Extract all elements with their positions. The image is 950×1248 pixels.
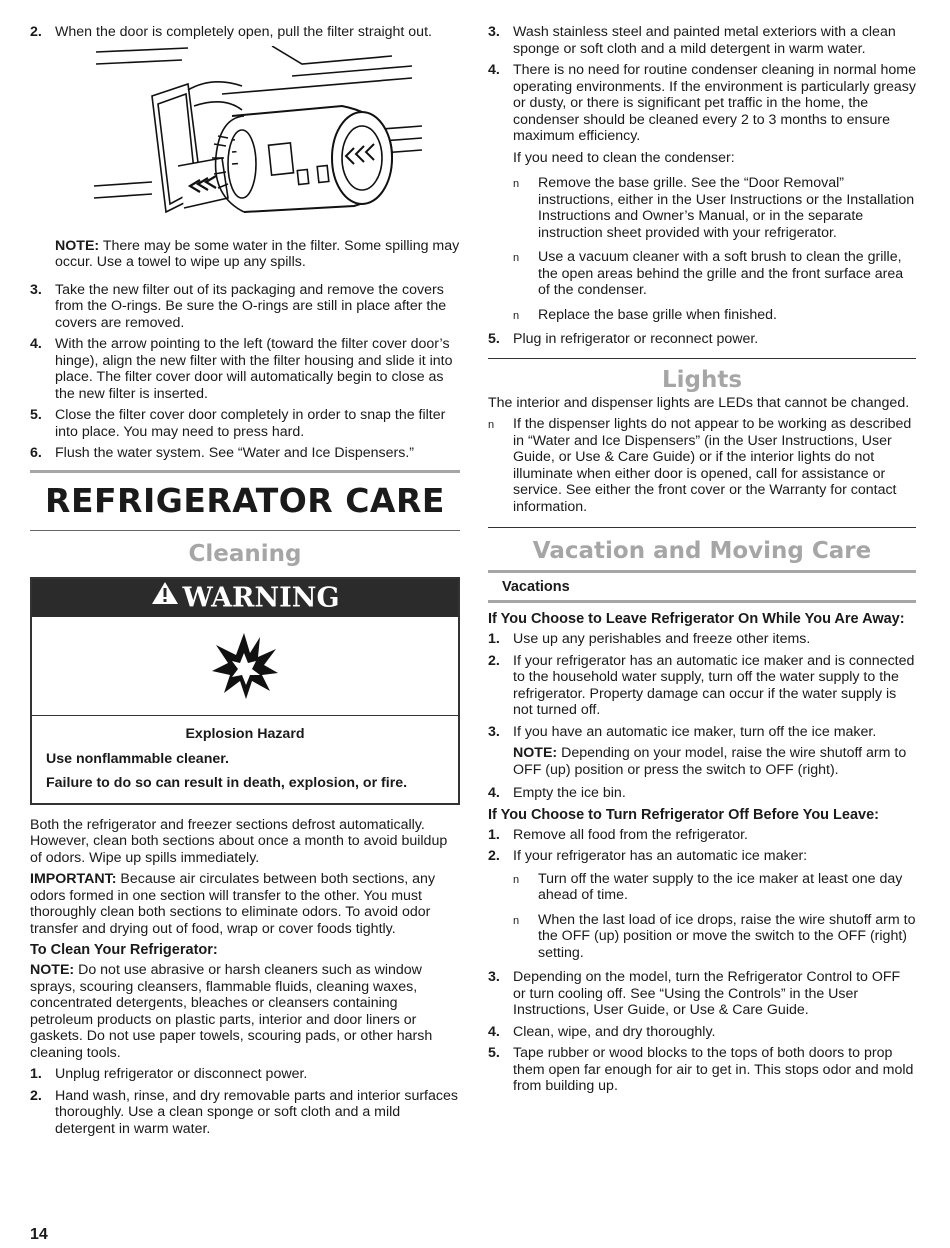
- step-3: 3. Take the new filter out of its packaging and remove the covers from the O-rings. Be sure the O-rings are still in place after the covers are removed.: [30, 281, 447, 331]
- step-2-remove-filter: 2. When the door is completely open, pull the filter straight out.: [30, 24, 432, 40]
- off-step-3: 3. Depending on the model, turn the Refrigerator Control to OFF or turn cooling off. See “Using the Controls” in the User Instructions, User Guide, or Use & Care Guide.: [488, 969, 901, 1018]
- filter-steps: [30, 282, 460, 462]
- clean-step-3: 3. Wash stainless steel and painted metal exteriors with a clean sponge or soft cloth and a mild detergent in warm water.: [488, 24, 896, 57]
- filter-illustration: [92, 46, 422, 230]
- defrost-paragraph: Both the refrigerator and freezer sections defrost automatically. However, clean both sections about once a month to avoid buildup of odors. Wipe up spills immediately.: [30, 816, 448, 866]
- clean-step-4: 4. There is no need for routine condenser cleaning in normal home operating environments. If the environment is particularly greasy or dusty, or there is significant pet traffic in the home, the condenser should be cleaned every 2 to 3 months to ensure maximum efficiency.: [488, 62, 917, 144]
- condenser-bullet-3: n Replace the base grille when finished.: [513, 306, 777, 323]
- condenser-bullet-2: n Use a vacuum cleaner with a soft brush to clean the grille, the open areas behind the grille and the front surface area of the condenser.: [513, 249, 904, 298]
- vacation-divider: [488, 527, 916, 528]
- off-step-1: 1. Remove all food from the refrigerator.: [488, 826, 748, 843]
- ice-maker-bullet-1: n Turn off the water supply to the ice maker at least one day ahead of time.: [513, 870, 903, 903]
- clean-subheading: To Clean Your Refrigerator:: [30, 942, 218, 958]
- hazard-title: Explosion Hazard: [185, 725, 305, 742]
- step-6: 6. Flush the water system. See “Water and Ice Dispensers.”: [30, 445, 415, 461]
- on-step-3: 3. If you have an automatic ice maker, turn off the ice maker.: [488, 723, 877, 740]
- warning-line-2: Failure to do so can result in death, explosion, or fire.: [46, 774, 408, 791]
- off-step-4: 4. Clean, wipe, and dry thoroughly.: [488, 1023, 716, 1040]
- page-number: 14: [30, 1226, 48, 1243]
- off-step-5: 5. Tape rubber or wood blocks to the tops of both doors to prop them open far enough for air to get in. This stops odor and mold from building up.: [488, 1045, 914, 1094]
- note-water-in-filter: NOTE: There may be some water in the filter. Some spilling may occur. Use a towel to wipe up any spills.: [55, 237, 460, 270]
- condenser-intro: If you need to clean the condenser:: [513, 149, 735, 166]
- vacations-bottom-rule: [488, 600, 916, 603]
- warning-header: WARNING: [32, 579, 458, 617]
- lights-divider: [488, 358, 916, 359]
- clean-step-2: 2. Hand wash, rinse, and dry removable parts and interior surfaces thoroughly. Use a clean sponge or soft cloth and a mild detergent in warm water.: [30, 1087, 458, 1137]
- left-column: [30, 24, 460, 1142]
- vacations-label: Vacations: [502, 579, 570, 595]
- important-paragraph: IMPORTANT: Because air circulates between both sections, any odors formed in one section will transfer to the other. You must thoroughly clean both sections to eliminate odors. To avoid odor transfer and drying out of food, wrap or cover foods tightly.: [30, 871, 436, 937]
- step-5: 5. Close the filter cover door completely in order to snap the filter into place. You may need to press hard.: [30, 407, 446, 440]
- section-divider: [30, 470, 460, 473]
- vacation-heading: Vacation and Moving Care: [532, 538, 872, 564]
- warning-box: [30, 577, 460, 805]
- leave-on-heading: If You Choose to Leave Refrigerator On While You Are Away:: [488, 611, 905, 627]
- filter-removal-diagram: [92, 46, 422, 230]
- clean-step-1: 1. Unplug refrigerator or disconnect power.: [30, 1066, 308, 1082]
- warning-line-1: Use nonflammable cleaner.: [46, 750, 229, 767]
- turn-off-heading: If You Choose to Turn Refrigerator Off Before You Leave:: [488, 806, 880, 823]
- off-step-2: 2. If your refrigerator has an automatic ice maker:: [488, 848, 808, 864]
- explosion-icon: [32, 617, 458, 716]
- on-note: NOTE: Depending on your model, raise the wire shutoff arm to OFF (up) position or press the switch to OFF (right).: [513, 745, 907, 778]
- lights-heading: Lights: [661, 366, 743, 393]
- title-divider: [30, 530, 460, 531]
- warning-body: [32, 716, 458, 803]
- clean-step-5: 5. Plug in refrigerator or reconnect power.: [488, 331, 759, 347]
- right-column: [488, 24, 916, 1100]
- on-step-2: 2. If your refrigerator has an automatic ice maker and is connected to the household water supply, turn off the water supply to the refrigerator. Property damage can occur if the water supply is not turned off.: [488, 652, 915, 718]
- ice-maker-bullet-2: n When the last load of ice drops, raise the wire shutoff arm to the OFF (up) position or move the switch to the OFF (right) setting.: [513, 911, 916, 961]
- step-4: 4. With the arrow pointing to the left (toward the filter cover door’s hinge), align the new filter with the filter housing and slide it into place. The filter cover door will automatically begin to close as the new filter is inserted.: [30, 336, 453, 402]
- on-step-1: 1. Use up any perishables and freeze other items.: [488, 631, 811, 647]
- cleaner-note: NOTE: Do not use abrasive or harsh cleaners such as window sprays, scouring cleansers, flammable fluids, cleaning waxes, concentrated detergents, bleaches or cleansers containing petroleum products on plastic parts, interior and door liners or gaskets. Do not use paper towels, scouring pads, or other harsh cleaning tools.: [30, 962, 433, 1061]
- page-title: REFRIGERATOR CARE: [45, 480, 445, 520]
- condenser-bullet-1: n Remove the base grille. See the “Door Removal” instructions, either in the User Instructions or the Installation Instructions and Owner’s Manual, or in the separate instruction sheet provided with your refrigerator.: [513, 175, 915, 241]
- on-step-4: 4. Empty the ice bin.: [488, 785, 626, 801]
- cleaning-heading: Cleaning: [188, 540, 302, 567]
- warning-triangle-icon: [150, 579, 180, 617]
- lights-bullet: n If the dispenser lights do not appear to be working as described in “Water and Ice Dispensers” (in the User Instructions, User Guide, or Use & Care Guide) or if the interior lights do not illuminate when either door is opened, call for assistance or service. See either the front cover or the Warranty for contact information.: [488, 416, 912, 515]
- lights-paragraph: The interior and dispenser lights are LEDs that cannot be changed.: [488, 394, 910, 411]
